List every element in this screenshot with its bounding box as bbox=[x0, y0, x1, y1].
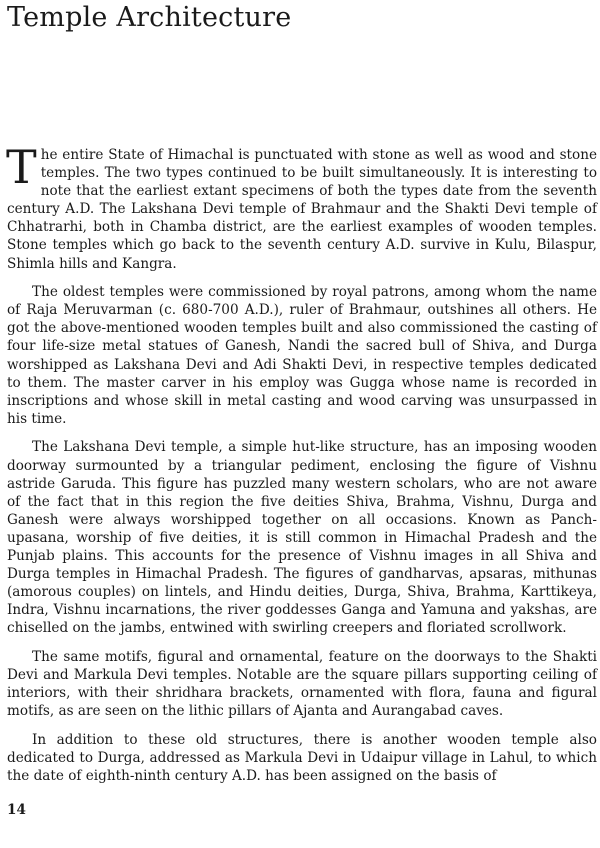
drop-cap: T bbox=[6, 140, 37, 194]
page-title: Temple Architecture bbox=[7, 2, 292, 33]
article-body bbox=[6, 140, 597, 796]
page-number: 14 bbox=[7, 802, 26, 818]
paragraph-5: In addition to these old structures, there is another wooden temple also dedicated to Durga, addressed as Markula Devi in Udaipur village in Lahul, to which the date of eighth-ninth century A.D. has been assigned on the basis of bbox=[7, 731, 597, 784]
paragraph-4: The same motifs, figural and ornamental, feature on the doorways to the Shakti Devi and Markula Devi temples. Notable are the square pillars supporting ceiling of interiors, with their shridhara brackets, ornamented with flora, fauna and figural motifs, as are seen on the lithic pillars of Ajanta and Aurangabad caves. bbox=[7, 648, 597, 720]
paragraph-2: The oldest temples were commissioned by royal patrons, among whom the name of Raja Meruvarman (c. 680-700 A.D.), ruler of Brahmaur, outshines all others. He got the above-mentioned wooden temples built and also commissioned the casting of four life-size metal statues of Ganesh, Nandi the sacred bull of Shiva, and Durga worshipped as Lakshana Devi and Adi Shakti Devi, in respective temples dedicated to them. The master carver in his employ was Gugga whose name is recorded in inscriptions and whose skill in metal casting and wood carving was unsurpassed in his time. bbox=[7, 284, 597, 427]
paragraph-1 bbox=[6, 140, 597, 273]
paragraph-1-text: he entire State of Himachal is punctuated with stone as well as wood and stone temples. The two types continued to be built simultaneously. It is interesting to note that the earliest extant specimens of both the types date from the seventh century A.D. The Lakshana Devi temple of Brahmaur and the Shakti Devi temple of Chhatrarhi, both in Chamba district, are the earliest examples of wooden temples. Stone temples which go back to the seventh century A.D. survive in Kulu, Bilaspur, Shimla hills and Kangra. bbox=[7, 147, 597, 272]
paragraph-3: The Lakshana Devi temple, a simple hut-like structure, has an imposing wooden doorway surmounted by a triangular pediment, enclosing the figure of Vishnu astride Garuda. This figure has puzzled many western scholars, who are not aware of the fact that in this region the five deities Shiva, Brahma, Vishnu, Durga and Ganesh were always worshipped together on all occasions. Known as Panch-upasana, worship of five deities, it is still common in Himachal Pradesh and the Punjab plains. This accounts for the presence of Vishnu images in all Shiva and Durga temples in Himachal Pradesh. The figures of gandharvas, apsaras, mithunas (amorous couples) on lintels, and Hindu deities, Durga, Shiva, Brahma, Karttikeya, Indra, Vishnu incarnations, the river goddesses Ganga and Yamuna and yakshas, are chiselled on the jambs, entwined with swirling creepers and floriated scrollwork. bbox=[7, 439, 597, 637]
